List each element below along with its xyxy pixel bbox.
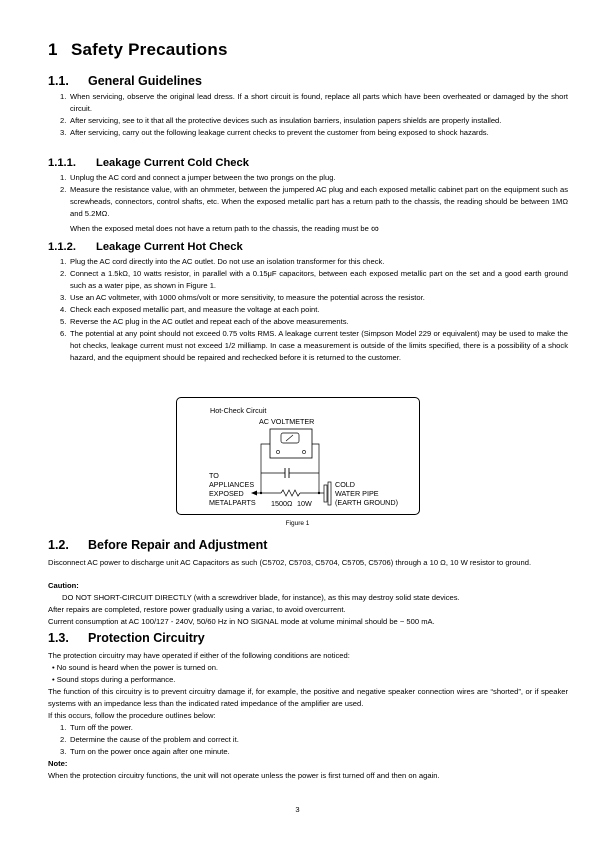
list-item: 2. After servicing, see to it that all the protective devices such as insulation barriers, insulation papers shields are properly installed. [60, 116, 502, 125]
resistor-power: 10W [297, 499, 312, 508]
caution-text: DO NOT SHORT-CIRCUIT DIRECTLY (with a screwdriver blade, for instance), as this may destroy solid state devices. [62, 593, 460, 602]
list-item: • No sound is heard when the power is turned on. [52, 663, 219, 672]
procedure-intro: If this occurs, follow the procedure outlines below: [48, 711, 216, 720]
note-text: When the protection circuitry functions, the unit will not operate unless the power is first turned off and then on again. [48, 771, 440, 780]
caution-label: Caution: [48, 581, 79, 590]
hot-check-list [60, 256, 568, 364]
junction-right [318, 492, 320, 494]
voltmeter-box [270, 429, 312, 458]
water-pipe-icon [324, 485, 327, 502]
protection-intro: The protection circuitry may have operated if either of the following conditions are noticed: [48, 651, 350, 660]
voltmeter-lead-left [261, 444, 270, 493]
figure-title: Hot-Check Circuit [210, 406, 267, 415]
water-pipe-flange [328, 482, 331, 505]
list-item: 1. Unplug the AC cord and connect a jumper between the two prongs on the plug. [60, 173, 336, 182]
protection-conditions-list [52, 662, 562, 686]
list-item: 3. Turn on the power once again after one minute. [60, 747, 230, 756]
section-heading-before-repair: 1.2. Before Repair and Adjustment [48, 538, 268, 552]
section-heading-protection-circuitry: 1.3. Protection Circuitry [48, 631, 205, 645]
protection-function-text: The function of this circuitry is to prevent circuitry damage if, for example, the positive and negative speaker connection wires are “shorted”, or if speaker systems with an impedance less than the indicated rated impedance of the amplifier are used. [48, 687, 568, 708]
after-repair-text: After repairs are completed, restore power gradually using a variac, to avoid overcurrent. [48, 605, 346, 614]
section-heading-cold-check: 1.1.1. Leakage Current Cold Check [48, 157, 249, 169]
list-item: 2. Measure the resistance value, with an ohmmeter, between the jumpered AC plug and each exposed metallic cabinet part on the equipment such as screwheads, connectors, control shafts, etc. When the exposed metallic part has a return path to the chassis, the reading should be between 1MΩ and 5.2MΩ. [60, 185, 568, 218]
list-item: 3. Use an AC voltmeter, with 1000 ohms/volt or more sensitivity, to measure the potential across the resistor. [60, 293, 425, 302]
procedure-steps-list [60, 722, 568, 758]
general-guidelines-list [60, 91, 568, 139]
cold-check-note: When the exposed metal does not have a return path to the chassis, the reading must be ∞ [70, 223, 379, 235]
left-label-line4: METALPARTS [209, 498, 256, 507]
left-label-line1: TO [209, 471, 219, 480]
list-item: 1. Plug the AC cord directly into the AC outlet. Do not use an isolation transformer for this check. [60, 257, 385, 266]
list-item: 1. When servicing, observe the original lead dress. If a short circuit is found, replace all parts which have been overheated or damaged by the short circuit. [60, 92, 568, 113]
page-number: 3 [295, 805, 300, 814]
section-heading-general-guidelines: 1.1. General Guidelines [48, 74, 202, 88]
list-item: 1. Turn off the power. [60, 723, 133, 732]
voltmeter-lead-right [312, 444, 319, 493]
terminal-left [276, 450, 279, 453]
hot-check-circuit-figure [176, 397, 420, 515]
section-heading-hot-check: 1.1.2. Leakage Current Hot Check [48, 241, 243, 253]
infinity-symbol: ∞ [371, 223, 379, 235]
right-label-line2: WATER PIPE [335, 489, 379, 498]
junction-left [260, 492, 262, 494]
list-item: 6. The potential at any point should not exceed 0.75 volts RMS. A leakage current tester (Simpson Model 229 or equivalent) may be used to make the hot checks, leakage current must not exceed 1/2 milliamp. In case a measurement is outside of the limits specified, there is a possibility of a shock hazard, and the equipment should be repaired and rechecked before it is returned to the customer. [60, 329, 568, 362]
list-item: 5. Reverse the AC plug in the AC outlet and repeat each of the above measurements. [60, 317, 349, 326]
arrow-left-icon [251, 491, 257, 496]
right-label-line1: COLD [335, 480, 355, 489]
resistor-zigzag [281, 490, 300, 496]
note-label: Note: [48, 759, 68, 768]
resistor-value: 1500Ω [271, 499, 293, 508]
list-item: 4. Check each exposed metallic part, and measure the voltage at each point. [60, 305, 320, 314]
left-label-line2: APPLIANCES [209, 480, 255, 489]
current-consumption-text: Current consumption at AC 100/127 - 240V, 50/60 Hz in NO SIGNAL mode at volume minimal should be ~ 500 mA. [48, 617, 435, 626]
cold-check-list [60, 172, 568, 220]
voltmeter-label: AC VOLTMETER [259, 417, 315, 426]
list-item: 3. After servicing, carry out the following leakage current checks to prevent the customer from being exposed to shock hazards. [60, 128, 489, 137]
terminal-right [302, 450, 305, 453]
list-item: 2. Connect a 1.5kΩ, 10 watts resistor, in parallel with a 0.15μF capacitors, between each exposed metallic part on the set and a good earth ground such as a water pipe, as shown in Figure 1. [60, 269, 568, 290]
before-repair-paragraph: Disconnect AC power to discharge unit AC Capacitors as such (C5702, C5703, C5704, C5705, C5706) through a 10 Ω, 10 W resistor to ground. [48, 558, 532, 567]
list-item: 2. Determine the cause of the problem and correct it. [60, 735, 239, 744]
figure-caption: Figure 1 [285, 520, 310, 527]
left-label-line3: EXPOSED [209, 489, 244, 498]
right-label-line3: (EARTH GROUND) [335, 498, 398, 507]
page-title: 1 Safety Precautions [48, 40, 228, 59]
list-item: • Sound stops during a performance. [52, 675, 176, 684]
